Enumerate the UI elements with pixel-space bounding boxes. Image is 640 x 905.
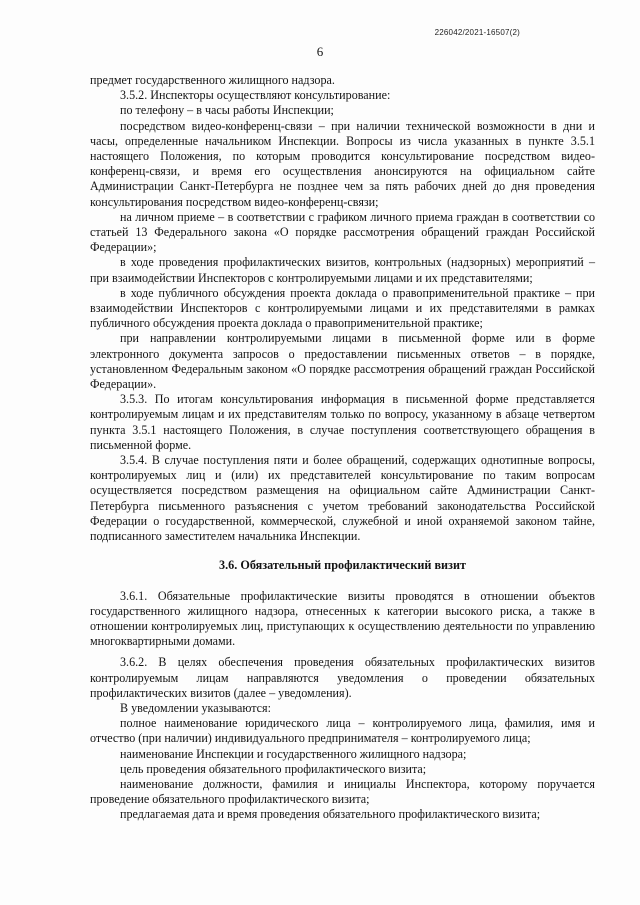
list-item-public-discussion: в ходе публичного обсуждения проекта доклада о правоприменительной практике – при взаимодействии Инспекторов с контролируемыми лицами и их представителями в рамках публичного обсуждения проекта доклада о правоприменительной практике;: [90, 285, 595, 331]
list-item-inspector: наименование должности, фамилия и инициалы Инспектора, которому поручается проведение обязательного профилактического визита;: [90, 776, 595, 807]
paragraph-3-6-2: 3.6.2. В целях обеспечения проведения обязательных профилактических визитов контролируемым лицам направляются уведомления о проведении обязательных профилактических визитов (далее – уведомления).: [90, 655, 595, 700]
page-number: 6: [316, 44, 324, 59]
paragraph-3-5-2: 3.5.2. Инспекторы осуществляют консультирование:: [120, 88, 391, 103]
paragraph-3-5-4: 3.5.4. В случае поступления пяти и более обращений, содержащих однотипные вопросы, контролируемых лиц и (или) их представителей консультирование по таким вопросам осуществляется посредством размещения на официальном сайте Администрации Санкт-Петербурга письменного разъяснения с учетом требований законодательства Российской Федерации о государственной, коммерческой, служебной и иной охраняемой законом тайне, подписанного заместителем начальника Инспекции.: [90, 453, 595, 544]
list-item-visit-purpose: цель проведения обязательного профилактического визита;: [120, 761, 427, 776]
list-item-written-requests: при направлении контролируемыми лицами в письменной форме или в форме электронного документа запросов о предоставлении письменных ответов – в порядке, установленном Федеральным законом «О порядке рассмотрения обращений граждан Российской Федерации».: [90, 331, 595, 392]
notice-contents-intro: В уведомлении указываются:: [120, 700, 271, 715]
document-registration-number: 226042/2021-16507(2): [434, 28, 520, 37]
list-item-entity-name: полное наименование юридического лица – контролируемого лица, фамилия, имя и отчество (при наличии) индивидуального предпринимателя – контролируемого лица;: [90, 716, 595, 746]
paragraph-3-5-3: 3.5.3. По итогам консультирования информация в письменной форме представляется контролируемым лицам и их представителям только по вопросу, указанному в абзаце четвертом пункта 3.5.1 настоящего Положения, в случае поступления соответствующего обращения в письменной форме.: [90, 392, 595, 452]
list-item-preventive-visits: в ходе проведения профилактических визитов, контрольных (надзорных) мероприятий – при взаимодействии Инспекторов с контролируемыми лицами и их представителями;: [90, 255, 595, 285]
section-heading: 3.6. Обязательный профилактический визит: [219, 558, 466, 573]
list-item-proposed-date: предлагаемая дата и время проведения обязательного профилактического визита;: [120, 807, 541, 822]
paragraph-3-6-1: 3.6.1. Обязательные профилактические визиты проводятся в отношении объектов государственного жилищного надзора, отнесенных к категории высокого риска, а также в отношении контролируемых лиц, приступающих к осуществлению деятельности по управлению многоквартирными домами.: [90, 588, 595, 649]
list-item-video-conference: посредством видео-конференц-связи – при наличии технической возможности в дни и часы, определенные начальником Инспекции. Вопросы из числа указанных в пункте 3.5.1 настоящего Положения, по которым проводится консультирование посредством видео-конференц-связи, и время его осуществления анонсируются на официальном сайте Администрации Санкт-Петербурга не позднее чем за пять рабочих дней до дня проведения консультирования посредством видео-конференц-связи;: [90, 118, 595, 209]
list-item-phone: по телефону – в часы работы Инспекции;: [120, 103, 334, 118]
paragraph: предмет государственного жилищного надзора.: [90, 73, 335, 87]
document-body: [90, 73, 595, 823]
list-item-inspection-name: наименование Инспекции и государственного жилищного надзора;: [120, 746, 467, 761]
list-item-personal-reception: на личном приеме – в соответствии с графиком личного приема граждан в соответствии со статьей 13 Федерального закона «О порядке рассмотрения обращений граждан Российской Федерации»;: [90, 209, 595, 255]
